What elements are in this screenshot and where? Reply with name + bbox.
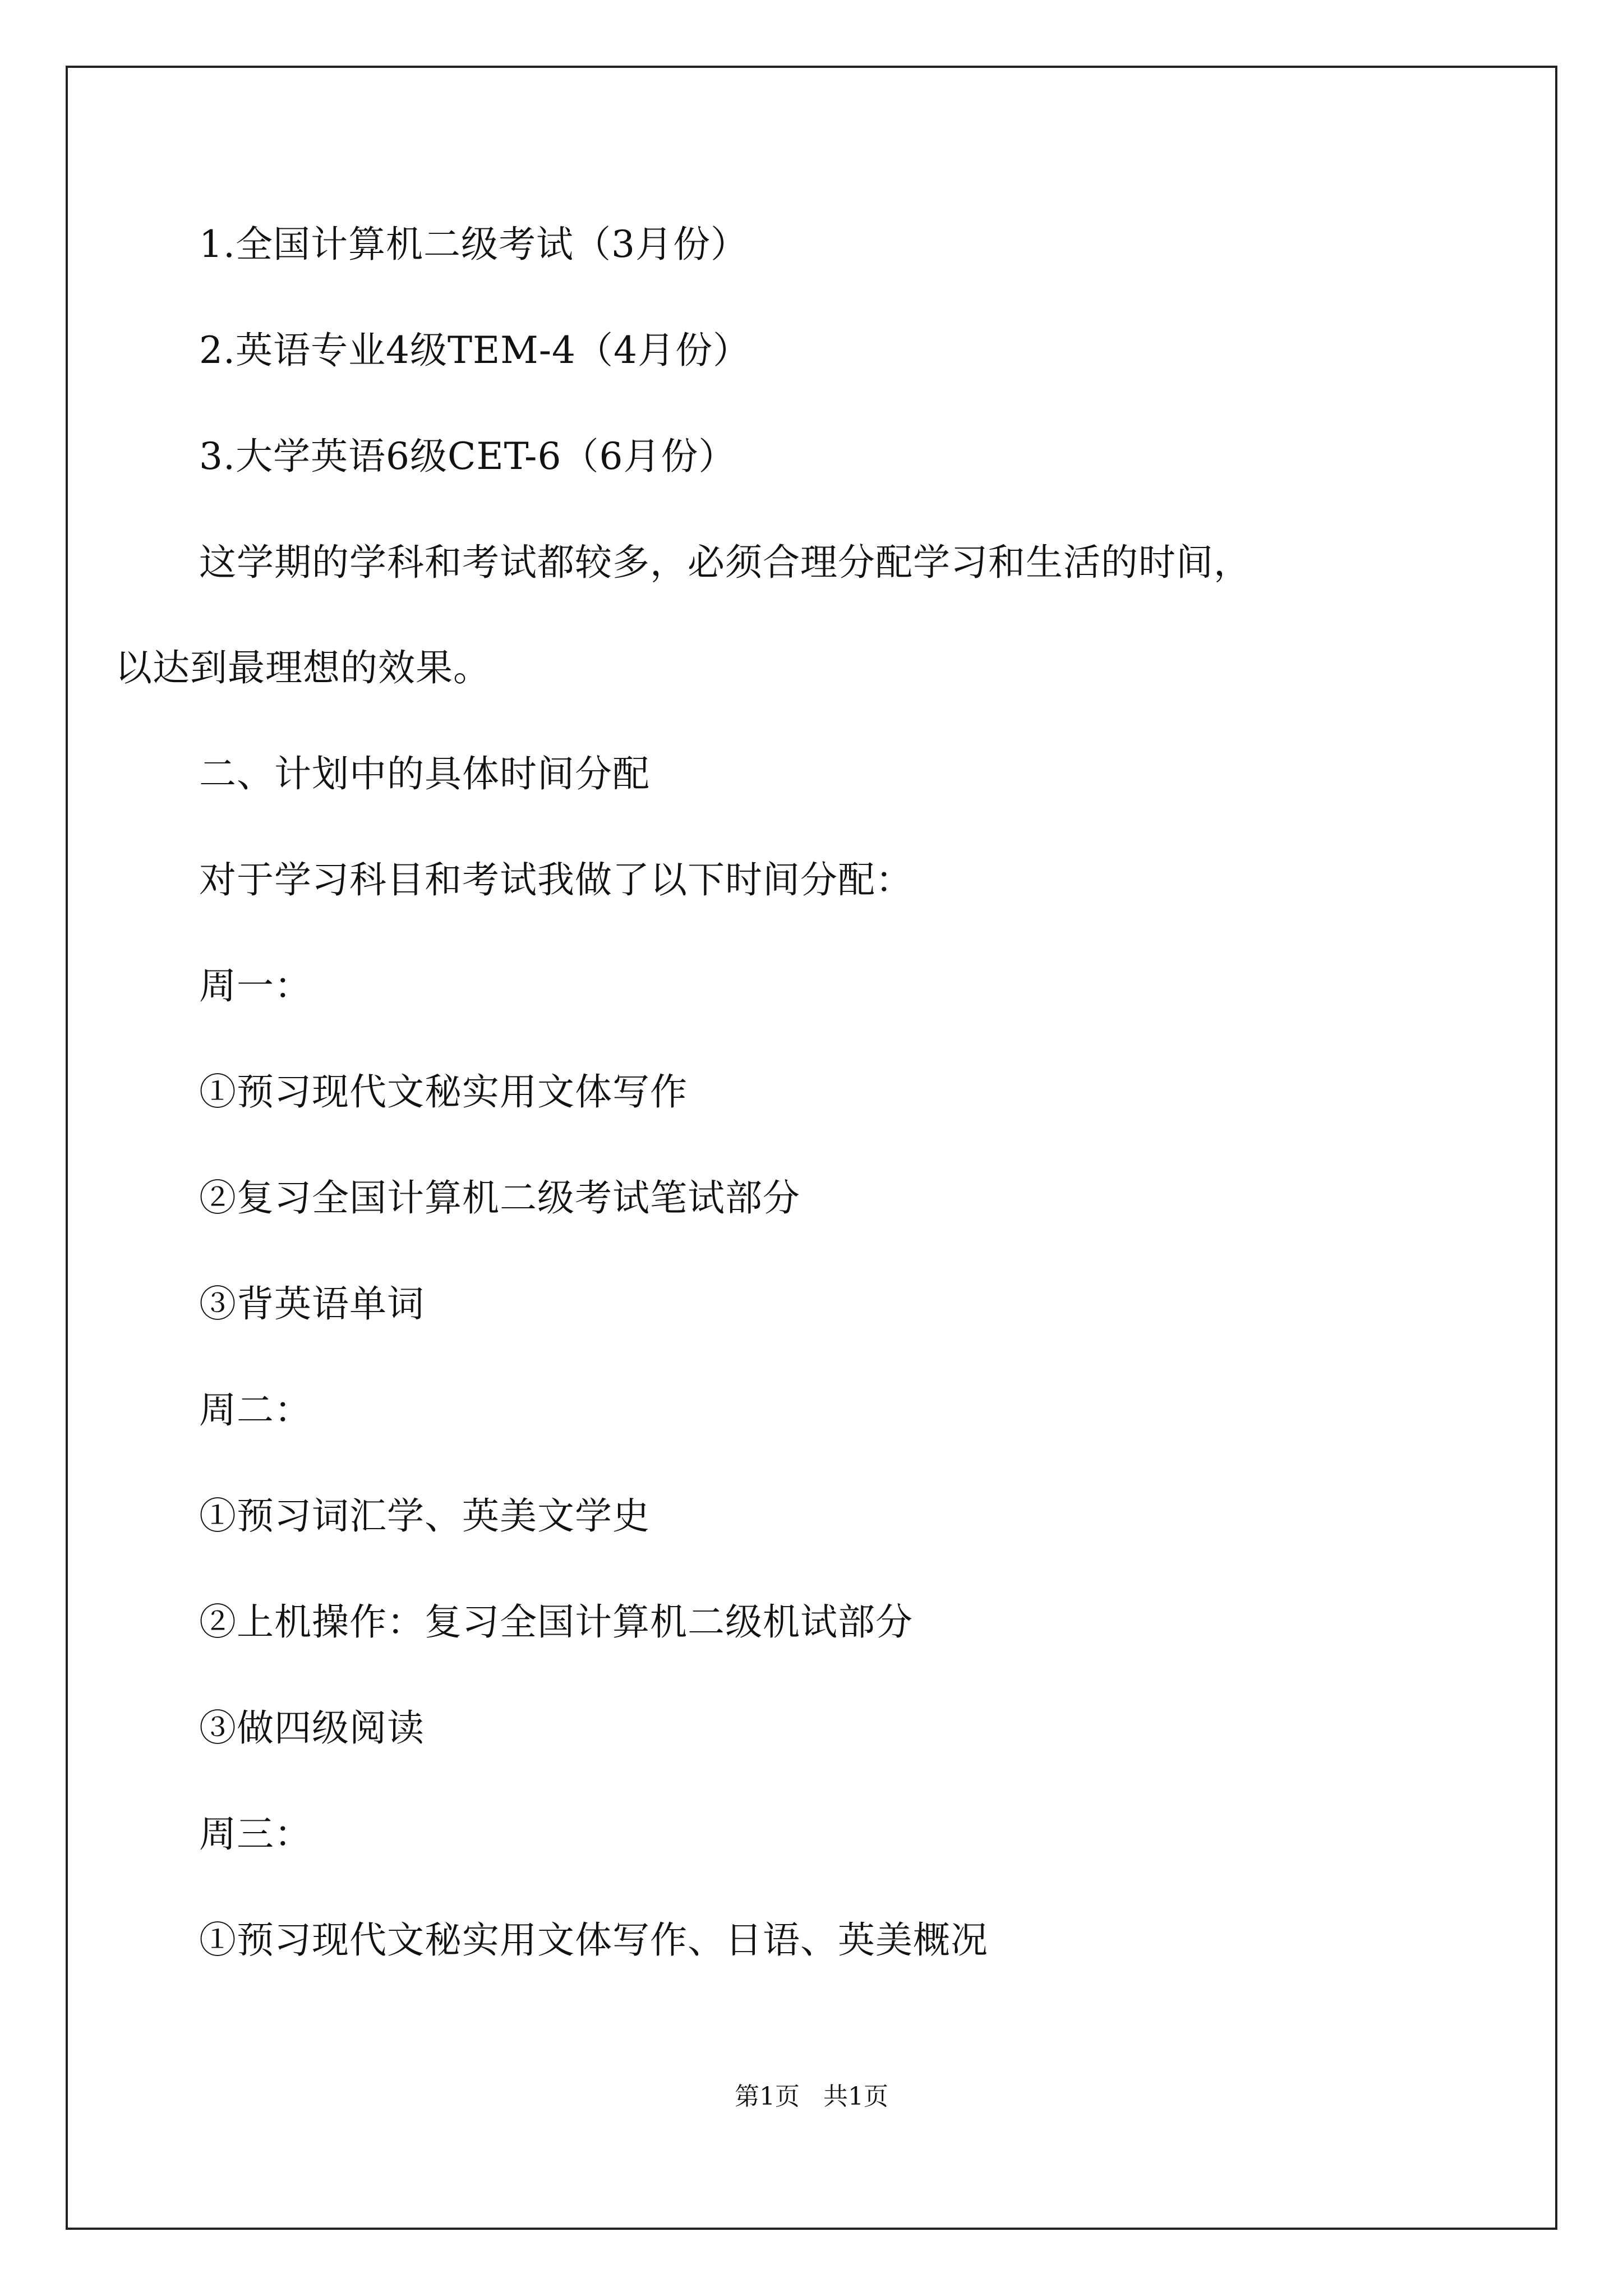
day-heading: 周二： [199,1388,312,1432]
list-item: ①预习现代文秘实用文体写作、日语、英美概况 [199,1918,988,1962]
list-item: ②复习全国计算机二级考试笔试部分 [199,1176,800,1220]
paragraph: 对于学习科目和考试我做了以下时间分配： [199,858,913,901]
page-footer: 第1页 共1页 [735,2082,888,2111]
paragraph: 这学期的学科和考试都较多，必须合理分配学习和生活的时间， [199,541,1251,584]
day-heading: 周三： [199,1812,312,1856]
paragraph-continuation: 以达到最理想的效果。 [115,646,491,689]
section-heading: 二、计划中的具体时间分配 [199,752,650,795]
paragraph: 2.英语专业4级TEM-4（4月份） [199,329,751,372]
list-item: ②上机操作：复习全国计算机二级机试部分 [199,1600,913,1644]
list-item: ①预习词汇学、英美文学史 [199,1494,650,1538]
paragraph: 1.全国计算机二级考试（3月份） [199,223,748,266]
day-heading: 周一： [199,964,312,1007]
document-body [115,219,1450,1966]
paragraph: 3.大学英语6级CET-6（6月份） [199,435,736,478]
list-item: ③做四级阅读 [199,1706,425,1750]
list-item: ③背英语单词 [199,1282,425,1326]
list-item: ①预习现代文秘实用文体写作 [199,1070,688,1114]
